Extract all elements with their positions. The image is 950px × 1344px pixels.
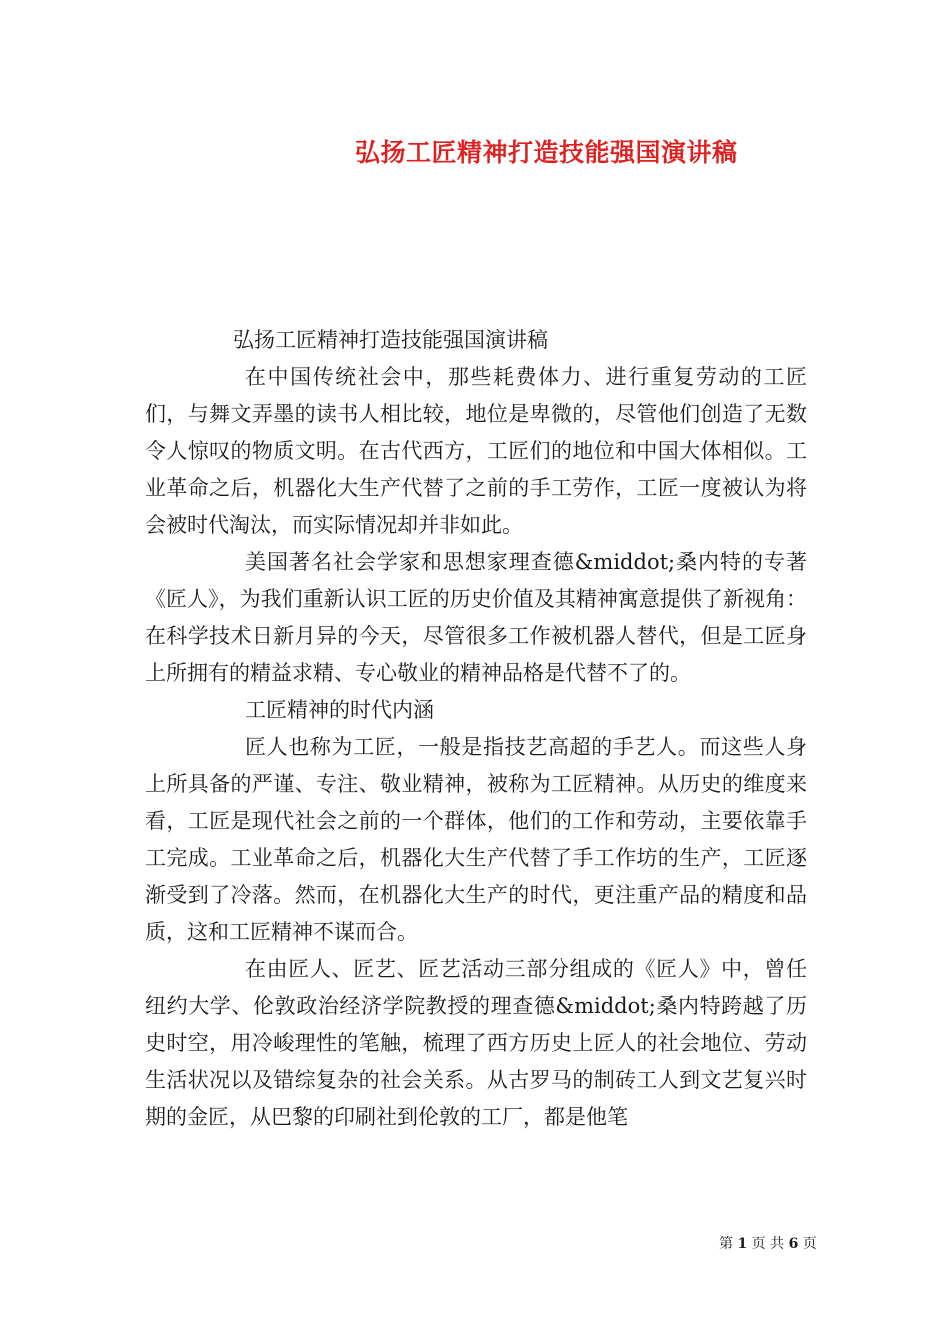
document-subtitle: 弘扬工匠精神打造技能强国演讲稿 xyxy=(233,328,548,352)
current-page-number: 1 xyxy=(737,1236,748,1252)
document-body xyxy=(145,322,807,1136)
paragraph-4: 在由匠人、匠艺、匠艺活动三部分组成的《匠人》中，曾任纽约大学、伦敦政治经济学院教授的理查德&middot;桑内特跨越了历史时空，用冷峻理性的笔触，梳理了西方历史上匠人的社会地位、劳动生活状况以及错综复杂的社会关系。从古罗马的制砖工人到文艺复兴时期的金匠，从巴黎的印刷社到伦敦的工厂，都是他笔 xyxy=(145,957,807,1129)
footer-middle: 页 共 xyxy=(751,1236,785,1252)
total-page-count: 6 xyxy=(788,1236,799,1252)
footer-suffix: 页 xyxy=(802,1236,817,1252)
page-title: 弘扬工匠精神打造技能强国演讲稿 xyxy=(355,138,738,167)
section-heading: 工匠精神的时代内涵 xyxy=(245,698,434,722)
paragraph-2: 美国著名社会学家和思想家理查德&middot;桑内特的专著《匠人》，为我们重新认识工匠的历史价值及其精神寓意提供了新视角：在科学技术日新月异的今天，尽管很多工作被机器人替代，但是工匠身上所拥有的精益求精、专心敬业的精神品格是代替不了的。 xyxy=(145,550,807,685)
paragraph-1: 在中国传统社会中，那些耗费体力、进行重复劳动的工匠们，与舞文弄墨的读书人相比较，地位是卑微的，尽管他们创造了无数令人惊叹的物质文明。在古代西方，工匠们的地位和中国大体相似。工业革命之后，机器化大生产代替了之前的手工劳作，工匠一度被认为将会被时代淘汰，而实际情况却并非如此。 xyxy=(145,365,807,537)
paragraph-3: 匠人也称为工匠，一般是指技艺高超的手艺人。而这些人身上所具备的严谨、专注、敬业精神，被称为工匠精神。从历史的维度来看，工匠是现代社会之前的一个群体，他们的工作和劳动，主要依靠手工完成。工业革命之后，机器化大生产代替了手工作坊的生产，工匠逐渐受到了冷落。然而，在机器化大生产的时代，更注重产品的精度和品质，这和工匠精神不谋而合。 xyxy=(145,735,807,944)
footer-prefix: 第 xyxy=(719,1236,733,1252)
page-footer xyxy=(719,1233,817,1253)
